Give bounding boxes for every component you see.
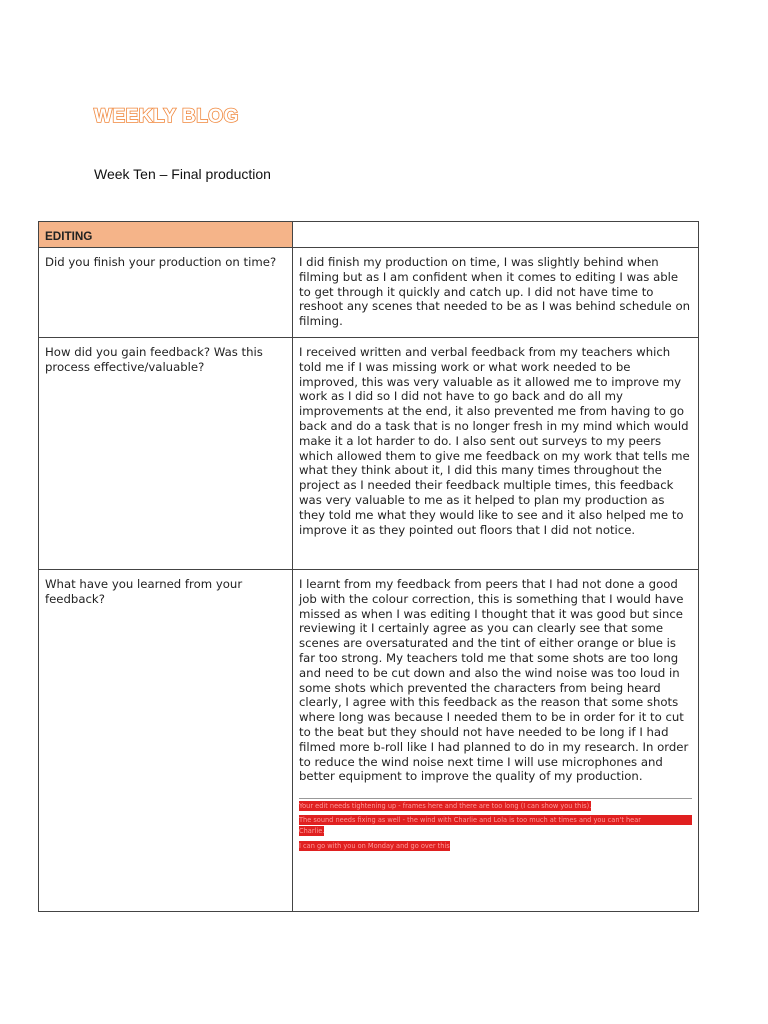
table-header-row — [39, 222, 699, 248]
section-header-editing: EDITING — [39, 222, 293, 248]
table-row — [39, 570, 699, 912]
answer-cell: I did finish my production on time, I was slightly behind when filming but as I am confident when it comes to editing I was able to get through it quickly and catch up. I did not have time to reshoot any scenes that needed to be as I was behind schedule on filming. — [293, 248, 699, 338]
question-cell: Did you finish your production on time? — [39, 248, 293, 338]
table-row — [39, 248, 699, 338]
feedback-line: I can go with you on Monday and go over this — [299, 841, 450, 850]
feedback-line: Charlie. — [299, 826, 325, 835]
question-cell: How did you gain feedback? Was this process effective/valuable? — [39, 338, 293, 570]
answer-text: I learnt from my feedback from peers that I had not done a good job with the colour correction, this is something that I would have missed as when I was editing I thought that it was good but since reviewing it I certainly agree as you can clearly see that some scenes are oversaturated and the tint of either orange or blue is far too strong. My teachers told me that some shots are too long and need to be cut down and also the wind noise was too loud in some shots which prevented the characters from being heard clearly, I agree with this feedback as the reason that some shots where long was because I needed them to be in order for it to cut to the beat but they should not have needed to be long if I had filmed more b-roll like I had planned to do in my research. In order to reduce the wind noise next time I will use microphones and better equipment to improve the quality of my production. — [299, 577, 689, 784]
header-empty-cell — [293, 222, 699, 248]
question-cell: What have you learned from your feedback? — [39, 570, 293, 912]
teacher-feedback — [299, 798, 692, 854]
feedback-line: The sound needs fixing as well - the wind with Charlie and Lola is too much at times and you can't hear — [299, 815, 692, 825]
week-subtitle: Week Ten – Final production — [94, 166, 271, 182]
feedback-line: Your edit needs tightening up - frames here and there are too long (I can show you this). — [299, 802, 592, 811]
table-row — [39, 338, 699, 570]
answer-cell — [293, 570, 699, 912]
blog-table — [38, 221, 699, 912]
blog-title: WEEKLY BLOG — [94, 106, 239, 127]
answer-cell: I received written and verbal feedback from my teachers which told me if I was missing work or what work needed to be improved, this was very valuable as it allowed me to improve my work as I did so I did not have to go back and do all my improvements at the end, it also prevented me from having to go back and do a task that is no longer fresh in my mind which would make it a lot harder to do. I also sent out surveys to my peers which allowed them to give me feedback on my work that tells me what they think about it, I did this many times throughout the project as I needed their feedback multiple times, this feedback was very valuable to me as it helped to plan my production as they told me what they would like to see and it also helped me to improve it as they pointed out floors that I did not notice. — [293, 338, 699, 570]
